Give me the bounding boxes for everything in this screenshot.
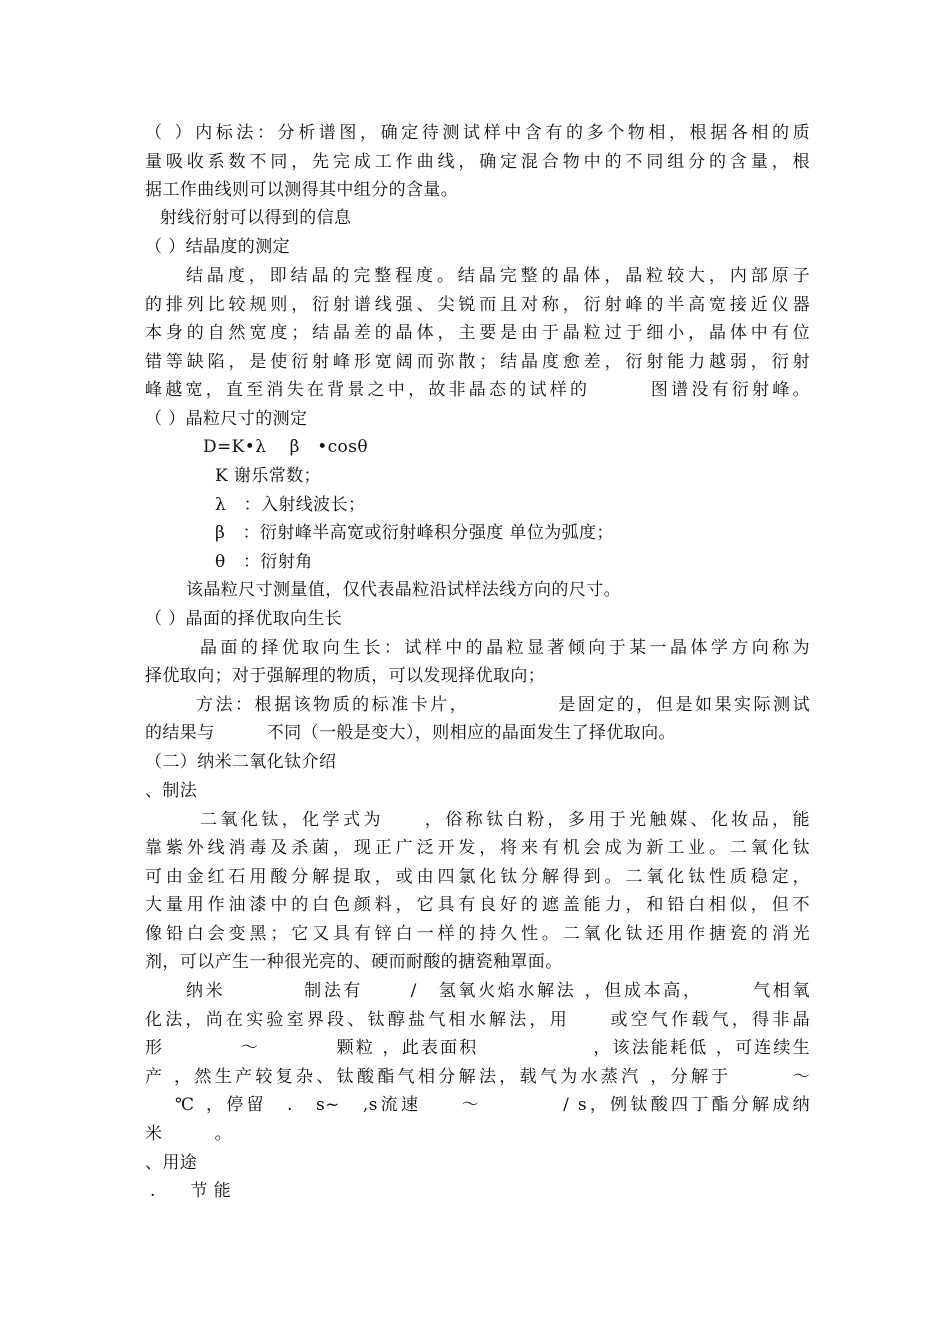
section-heading: 射线衍射可以得到的信息 [160,208,352,228]
formula-variable: K 谢乐常数； [215,466,321,486]
text-line: 据工作曲线则可以测得其中组分的含量。 [145,180,459,200]
text-line: . 节 能 [150,1181,232,1201]
text-line: 纳米 制法有 / 氢氧火焰水解法 ，但成本高， 气相氧 [186,981,810,1001]
text-line: 靠紫外线消毒及杀菌，现正广泛开发，将来有机会成为新工业。二氧化钛 [145,838,810,858]
subsection-heading: （ ）晶粒尺寸的测定 [145,409,308,429]
text-line: 形 ～ 颗粒 ，此表面积 ，该法能耗低 ，可连续生 [145,1038,810,1058]
subsection-heading: 、制法 [145,781,198,801]
text-line: 可由金红石用酸分解提取，或由四氯化钛分解得到。二氧化钛性质稳定， [145,867,810,887]
text-line: 的排列比较规则，衍射谱线强、尖锐而且对称，衍射峰的半高宽接近仪器 [145,295,810,315]
text-line: 峰越宽，直至消失在背景之中，故非晶态的试样的 图谱没有衍射峰。 [145,380,810,400]
formula-variable: λ ：入射线波长； [215,495,366,515]
formula-variable: β ：衍射峰半高宽或衍射峰积分强度 单位为弧度； [215,523,614,543]
text-line: 化法，尚在实验室界段、钛醇盐气相水解法，用 或空气作载气，得非晶 [145,1010,810,1030]
text-line: 大量用作油漆中的白色颜料，它具有良好的遮盖能力，和铅白相似，但不 [145,895,810,915]
text-line: 产 ，然生产较复杂、钛酸酯气相分解法，载气为水蒸汽 ，分解于 ～ [145,1067,810,1087]
formula-variable: θ ：衍射角 [215,552,313,572]
subsection-heading: （ ）结晶度的测定 [145,237,291,257]
text-line: 择优取向；对于强解理的物质，可以发现择优取向； [145,666,546,686]
formula: D=K•λ β •cosθ [203,437,368,457]
text-line: 方法：根据该物质的标准卡片， 是固定的，但是如果实际测试 [196,695,810,715]
text-line: ℃ ，停留 . s~ ,s流速 ～ / s，例钛酸四丁酯分解成纳 [175,1095,810,1115]
text-line: 晶面的择优取向生长：试样中的晶粒显著倾向于某一晶体学方向称为 [200,638,810,658]
text-line: 像铅白会变黑；它又具有锌白一样的持久性。二氧化钛还用作搪瓷的消光 [145,924,810,944]
text-line: 结晶度，即结晶的完整程度。结晶完整的晶体，晶粒较大，内部原子 [186,266,810,286]
text-line: 错等缺陷，是使衍射峰形宽阔而弥散；结晶度愈差，衍射能力越弱，衍射 [145,352,810,372]
text-line: 该晶粒尺寸测量值，仅代表晶粒沿试样法线方向的尺寸。 [186,580,621,600]
subsection-heading: （ ）晶面的择优取向生长 [145,609,343,629]
text-line: 二氧化钛，化学式为 ，俗称钛白粉，多用于光触媒、化妆品，能 [200,810,810,830]
text-line: 米 。 [145,1124,232,1144]
text-line: 量吸收系数不同，先完成工作曲线，确定混合物中的不同组分的含量，根 [145,152,810,172]
text-line: 的结果与 不同（一般是变大），则相应的晶面发生了择优取向。 [145,723,676,743]
text-line: 剂，可以产生一种很光亮的、硬而耐酸的搪瓷釉罩面。 [145,952,563,972]
section-heading: （二）纳米二氧化钛介绍 [145,752,337,772]
text-line: 本身的自然宽度；结晶差的晶体，主要是由于晶粒过于细小，晶体中有位 [145,323,810,343]
text-line: （ ）内标法：分析谱图，确定待测试样中含有的多个物相，根据各相的质 [145,123,810,143]
subsection-heading: 、用途 [145,1153,198,1173]
